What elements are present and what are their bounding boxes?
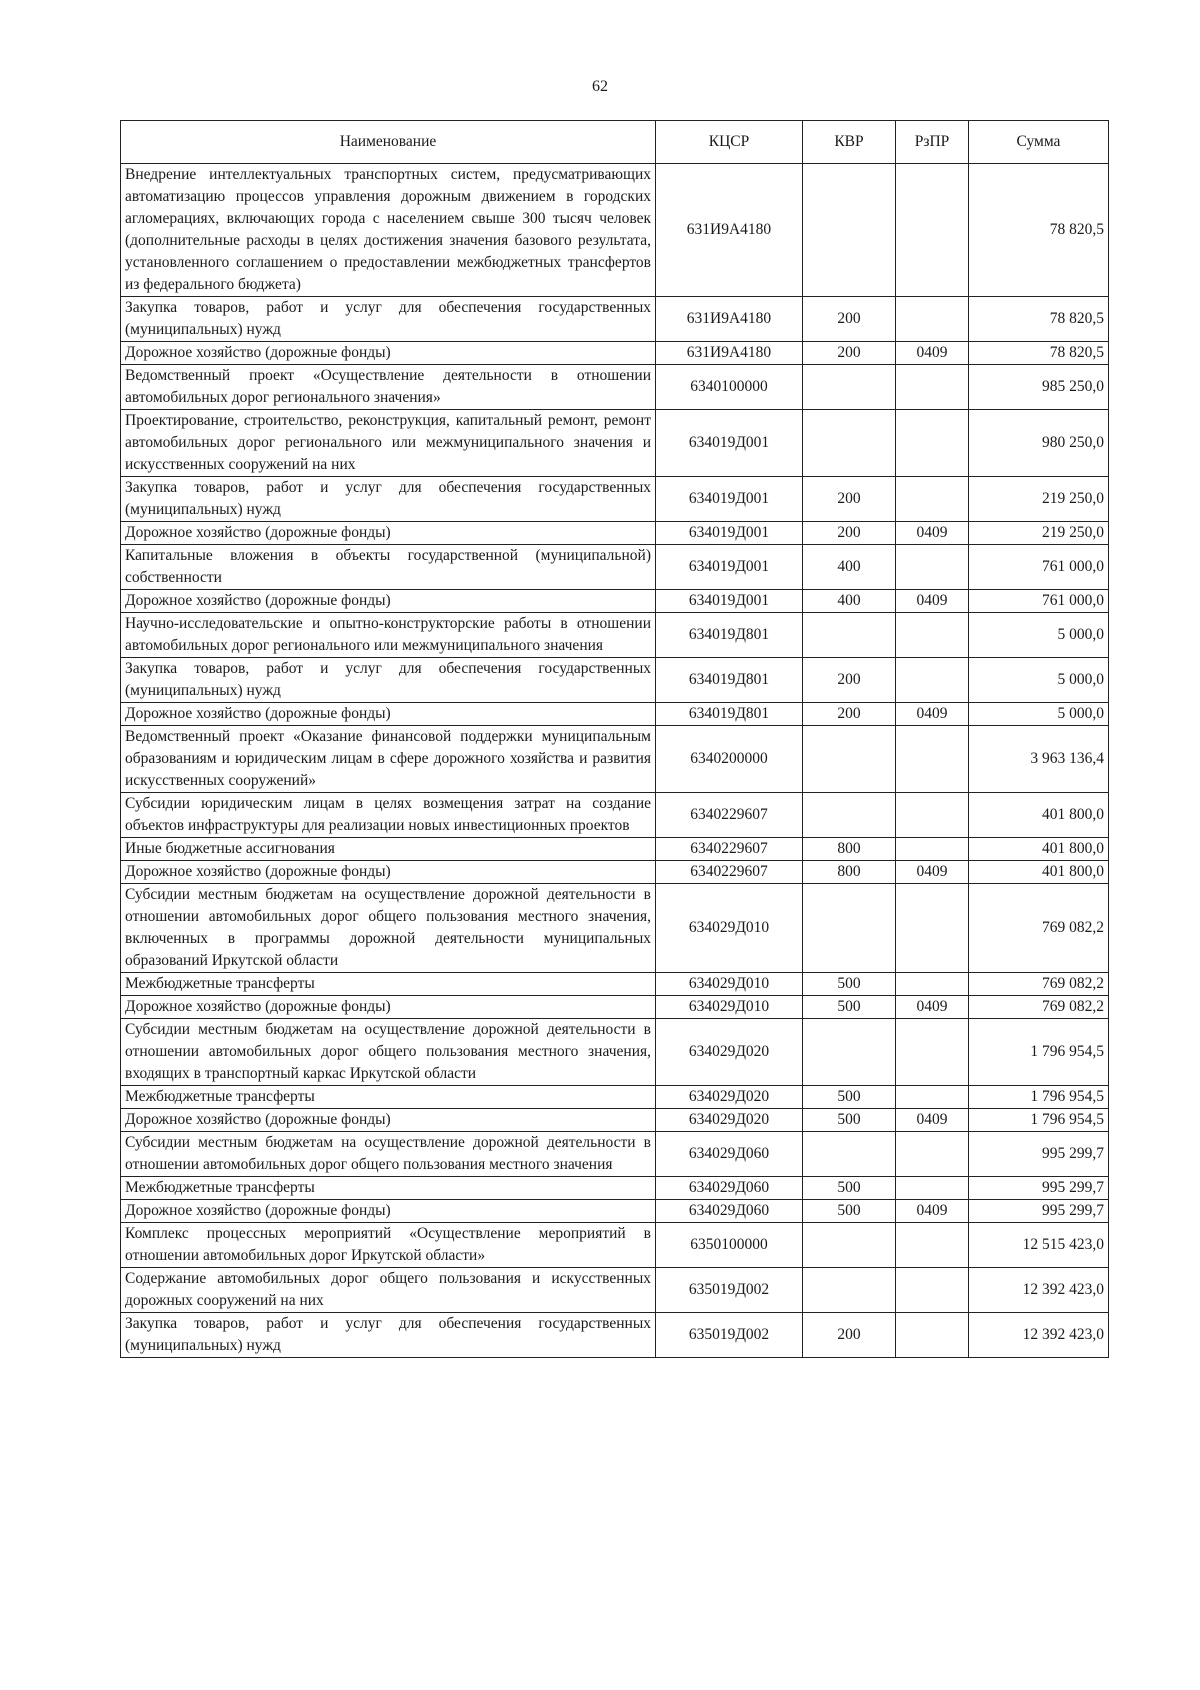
cell-sum: 78 820,5 [969, 164, 1109, 297]
cell-kvr: 500 [803, 1109, 896, 1132]
cell-sum: 761 000,0 [969, 545, 1109, 590]
table-row [121, 1223, 1109, 1268]
cell-sum: 985 250,0 [969, 365, 1109, 410]
cell-name: Дорожное хозяйство (дорожные фонды) [121, 342, 656, 365]
table-row [121, 658, 1109, 703]
cell-kcsr: 631И9А4180 [656, 342, 803, 365]
cell-name: Ведомственный проект «Оказание финансовой поддержки муниципальным образованиям и юридическим лицам в сфере дорожного хозяйства и развития искусственных сооружений» [121, 726, 656, 793]
cell-kcsr: 634019Д001 [656, 590, 803, 613]
cell-name: Иные бюджетные ассигнования [121, 838, 656, 861]
cell-kvr: 400 [803, 590, 896, 613]
cell-sum: 12 392 423,0 [969, 1313, 1109, 1358]
cell-rzpr [896, 1019, 969, 1086]
cell-kvr [803, 726, 896, 793]
cell-kcsr: 634029Д010 [656, 996, 803, 1019]
cell-kcsr: 6340200000 [656, 726, 803, 793]
table-row [121, 973, 1109, 996]
cell-kcsr: 634029Д020 [656, 1019, 803, 1086]
table-row [121, 1200, 1109, 1223]
cell-kvr: 200 [803, 297, 896, 342]
cell-kvr [803, 1223, 896, 1268]
table-row [121, 1268, 1109, 1313]
cell-name: Субсидии юридическим лицам в целях возмещения затрат на создание объектов инфраструктуры для реализации новых инвестиционных проектов [121, 793, 656, 838]
cell-name: Закупка товаров, работ и услуг для обеспечения государственных (муниципальных) нужд [121, 477, 656, 522]
cell-kcsr: 634019Д801 [656, 658, 803, 703]
cell-kcsr: 6340229607 [656, 793, 803, 838]
table-row [121, 545, 1109, 590]
cell-rzpr [896, 1086, 969, 1109]
cell-rzpr [896, 1132, 969, 1177]
cell-name: Дорожное хозяйство (дорожные фонды) [121, 1200, 656, 1223]
cell-sum: 3 963 136,4 [969, 726, 1109, 793]
cell-name: Содержание автомобильных дорог общего пользования и искусственных дорожных сооружений на них [121, 1268, 656, 1313]
cell-kcsr: 634029Д060 [656, 1200, 803, 1223]
cell-name: Внедрение интеллектуальных транспортных систем, предусматривающих автоматизацию процессов управления дорожным движением в городских агломерациях, включающих города с населением свыше 300 тысяч человек (дополнительные расходы в целях достижения значения базового результата, установленного соглашением о предоставлении межбюджетных трансфертов из федерального бюджета) [121, 164, 656, 297]
cell-name: Закупка товаров, работ и услуг для обеспечения государственных (муниципальных) нужд [121, 297, 656, 342]
cell-rzpr [896, 613, 969, 658]
cell-kvr: 200 [803, 522, 896, 545]
budget-table [120, 120, 1109, 1358]
cell-rzpr [896, 1177, 969, 1200]
cell-rzpr: 0409 [896, 590, 969, 613]
cell-kvr [803, 884, 896, 973]
table-row [121, 884, 1109, 973]
cell-rzpr [896, 365, 969, 410]
cell-kvr: 200 [803, 658, 896, 703]
cell-name: Межбюджетные трансферты [121, 1086, 656, 1109]
cell-kvr: 800 [803, 861, 896, 884]
table-row [121, 1109, 1109, 1132]
cell-kcsr: 634029Д060 [656, 1177, 803, 1200]
cell-kcsr: 634029Д020 [656, 1109, 803, 1132]
cell-kvr [803, 613, 896, 658]
cell-sum: 769 082,2 [969, 973, 1109, 996]
table-row [121, 613, 1109, 658]
cell-kcsr: 634019Д801 [656, 703, 803, 726]
table-row [121, 164, 1109, 297]
cell-rzpr [896, 545, 969, 590]
cell-kvr [803, 1019, 896, 1086]
cell-sum: 401 800,0 [969, 838, 1109, 861]
cell-sum: 769 082,2 [969, 996, 1109, 1019]
cell-sum: 78 820,5 [969, 342, 1109, 365]
cell-kcsr: 635019Д002 [656, 1268, 803, 1313]
cell-rzpr [896, 838, 969, 861]
table-row [121, 365, 1109, 410]
header-kcsr: КЦСР [656, 121, 803, 164]
cell-sum: 995 299,7 [969, 1177, 1109, 1200]
cell-rzpr [896, 1223, 969, 1268]
cell-rzpr [896, 297, 969, 342]
cell-sum: 5 000,0 [969, 703, 1109, 726]
cell-kvr: 500 [803, 996, 896, 1019]
cell-name: Закупка товаров, работ и услуг для обеспечения государственных (муниципальных) нужд [121, 658, 656, 703]
table-header-row [121, 121, 1109, 164]
header-kvr: КВР [803, 121, 896, 164]
cell-sum: 5 000,0 [969, 658, 1109, 703]
cell-name: Дорожное хозяйство (дорожные фонды) [121, 861, 656, 884]
table-row [121, 1132, 1109, 1177]
cell-rzpr: 0409 [896, 861, 969, 884]
cell-rzpr [896, 973, 969, 996]
cell-kvr [803, 1132, 896, 1177]
cell-sum: 761 000,0 [969, 590, 1109, 613]
table-row [121, 1177, 1109, 1200]
table-body [121, 164, 1109, 1358]
cell-name: Закупка товаров, работ и услуг для обеспечения государственных (муниципальных) нужд [121, 1313, 656, 1358]
cell-kcsr: 634019Д001 [656, 522, 803, 545]
cell-kvr: 400 [803, 545, 896, 590]
cell-name: Капитальные вложения в объекты государственной (муниципальной) собственности [121, 545, 656, 590]
cell-rzpr [896, 884, 969, 973]
header-name: Наименование [121, 121, 656, 164]
table-row [121, 1313, 1109, 1358]
cell-name: Межбюджетные трансферты [121, 1177, 656, 1200]
cell-kcsr: 635019Д002 [656, 1313, 803, 1358]
cell-kcsr: 634019Д001 [656, 410, 803, 477]
cell-kcsr: 631И9А4180 [656, 297, 803, 342]
table-row [121, 522, 1109, 545]
cell-kvr [803, 793, 896, 838]
cell-rzpr [896, 1268, 969, 1313]
cell-sum: 78 820,5 [969, 297, 1109, 342]
table-row [121, 861, 1109, 884]
cell-sum: 1 796 954,5 [969, 1019, 1109, 1086]
cell-rzpr [896, 164, 969, 297]
cell-sum: 5 000,0 [969, 613, 1109, 658]
table-row [121, 342, 1109, 365]
header-sum: Сумма [969, 121, 1109, 164]
cell-kvr [803, 365, 896, 410]
cell-kvr [803, 1268, 896, 1313]
cell-kvr: 800 [803, 838, 896, 861]
cell-name: Дорожное хозяйство (дорожные фонды) [121, 590, 656, 613]
cell-kcsr: 6340100000 [656, 365, 803, 410]
cell-rzpr [896, 477, 969, 522]
cell-name: Проектирование, строительство, реконструкция, капитальный ремонт, ремонт автомобильных дорог регионального или межмуниципального значения и искусственных сооружений на них [121, 410, 656, 477]
table-row [121, 410, 1109, 477]
cell-sum: 219 250,0 [969, 477, 1109, 522]
cell-name: Ведомственный проект «Осуществление деятельности в отношении автомобильных дорог регионального значения» [121, 365, 656, 410]
cell-rzpr: 0409 [896, 703, 969, 726]
cell-kvr [803, 410, 896, 477]
cell-kcsr: 6340229607 [656, 838, 803, 861]
cell-name: Дорожное хозяйство (дорожные фонды) [121, 1109, 656, 1132]
cell-kvr: 500 [803, 1177, 896, 1200]
cell-kcsr: 634019Д001 [656, 545, 803, 590]
cell-rzpr [896, 410, 969, 477]
cell-sum: 1 796 954,5 [969, 1109, 1109, 1132]
cell-kcsr: 6350100000 [656, 1223, 803, 1268]
table-row [121, 1019, 1109, 1086]
cell-sum: 401 800,0 [969, 861, 1109, 884]
cell-sum: 401 800,0 [969, 793, 1109, 838]
cell-kcsr: 631И9А4180 [656, 164, 803, 297]
cell-rzpr: 0409 [896, 996, 969, 1019]
cell-kcsr: 634029Д060 [656, 1132, 803, 1177]
cell-rzpr [896, 1313, 969, 1358]
cell-name: Дорожное хозяйство (дорожные фонды) [121, 522, 656, 545]
cell-name: Научно-исследовательские и опытно-конструкторские работы в отношении автомобильных дорог регионального или межмуниципального значения [121, 613, 656, 658]
table-row [121, 1086, 1109, 1109]
cell-rzpr: 0409 [896, 1109, 969, 1132]
cell-sum: 769 082,2 [969, 884, 1109, 973]
cell-kvr: 200 [803, 703, 896, 726]
cell-kcsr: 6340229607 [656, 861, 803, 884]
cell-rzpr: 0409 [896, 342, 969, 365]
cell-sum: 219 250,0 [969, 522, 1109, 545]
cell-kvr: 500 [803, 973, 896, 996]
table-row [121, 996, 1109, 1019]
table-row [121, 726, 1109, 793]
cell-kcsr: 634019Д801 [656, 613, 803, 658]
cell-kvr: 200 [803, 1313, 896, 1358]
cell-sum: 12 392 423,0 [969, 1268, 1109, 1313]
cell-rzpr [896, 658, 969, 703]
cell-sum: 995 299,7 [969, 1132, 1109, 1177]
page-number: 62 [592, 78, 608, 95]
header-rzpr: РзПР [896, 121, 969, 164]
cell-kvr: 500 [803, 1086, 896, 1109]
cell-name: Комплекс процессных мероприятий «Осуществление мероприятий в отношении автомобильных дорог Иркутской области» [121, 1223, 656, 1268]
cell-kcsr: 634029Д010 [656, 884, 803, 973]
cell-kcsr: 634029Д020 [656, 1086, 803, 1109]
cell-name: Межбюджетные трансферты [121, 973, 656, 996]
cell-sum: 12 515 423,0 [969, 1223, 1109, 1268]
table-row [121, 793, 1109, 838]
cell-kcsr: 634029Д010 [656, 973, 803, 996]
cell-kvr: 500 [803, 1200, 896, 1223]
cell-sum: 1 796 954,5 [969, 1086, 1109, 1109]
cell-name: Дорожное хозяйство (дорожные фонды) [121, 703, 656, 726]
cell-name: Субсидии местным бюджетам на осуществление дорожной деятельности в отношении автомобильных дорог общего пользования местного значения, включенных в программы дорожной деятельности муниципальных образований Иркутской области [121, 884, 656, 973]
cell-rzpr [896, 793, 969, 838]
table-row [121, 703, 1109, 726]
cell-sum: 980 250,0 [969, 410, 1109, 477]
cell-name: Субсидии местным бюджетам на осуществление дорожной деятельности в отношении автомобильных дорог общего пользования местного значения, входящих в транспортный каркас Иркутской области [121, 1019, 656, 1086]
cell-kvr: 200 [803, 477, 896, 522]
cell-rzpr [896, 726, 969, 793]
cell-kcsr: 634019Д001 [656, 477, 803, 522]
cell-kvr: 200 [803, 342, 896, 365]
cell-name: Дорожное хозяйство (дорожные фонды) [121, 996, 656, 1019]
table-row [121, 477, 1109, 522]
cell-rzpr: 0409 [896, 522, 969, 545]
table-row [121, 590, 1109, 613]
cell-kvr [803, 164, 896, 297]
cell-sum: 995 299,7 [969, 1200, 1109, 1223]
cell-name: Субсидии местным бюджетам на осуществление дорожной деятельности в отношении автомобильных дорог общего пользования местного значения [121, 1132, 656, 1177]
table-row [121, 297, 1109, 342]
cell-rzpr: 0409 [896, 1200, 969, 1223]
table-row [121, 838, 1109, 861]
